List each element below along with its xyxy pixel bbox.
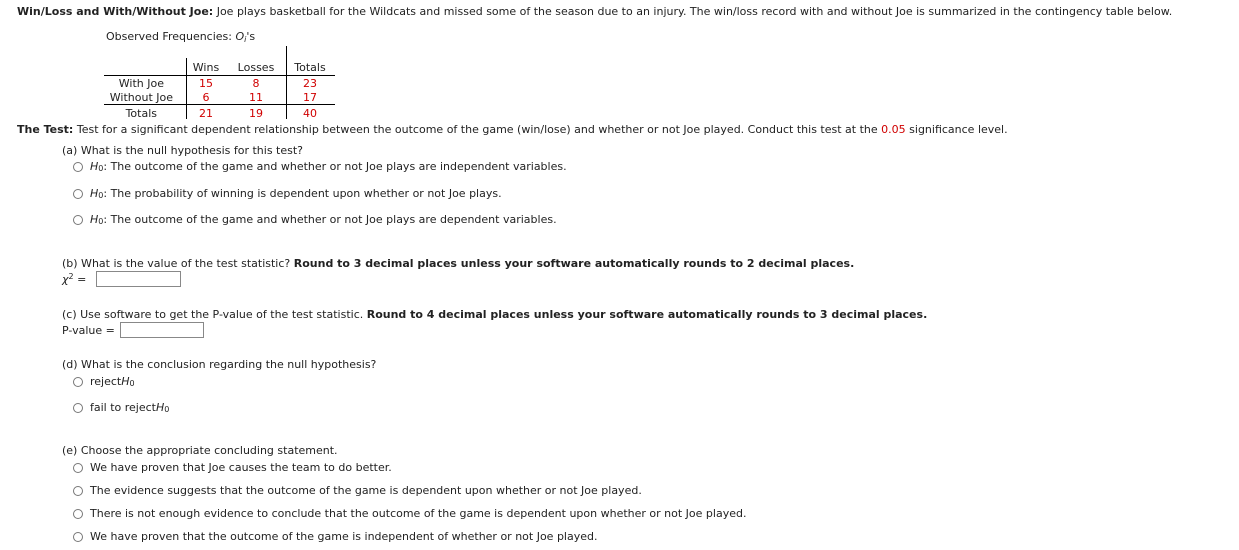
h0-subscript: 0 (98, 164, 104, 173)
col-header-totals: Totals (294, 61, 326, 74)
radio-button[interactable] (73, 532, 83, 542)
table-hline-totals (104, 104, 335, 105)
test-label: The Test: (17, 123, 74, 136)
radio-button[interactable] (73, 189, 83, 199)
option-text: : The probability of winning is dependent upon whether or not Joe plays. (103, 187, 502, 200)
part-a-option-2[interactable] (73, 187, 502, 200)
radio-button[interactable] (73, 215, 83, 225)
part-a-option-1[interactable] (73, 160, 567, 173)
option-text: We have proven that Joe causes the team to do better. (90, 461, 392, 474)
caption-subscript: i (244, 35, 247, 44)
col-header-wins: Wins (192, 61, 220, 74)
h0-subscript: 0 (98, 191, 104, 200)
cell-totals-wins: 21 (199, 107, 213, 120)
alpha-value: 0.05 (881, 123, 906, 136)
problem-text: Joe plays basketball for the Wildcats and missed some of the season due to an injury. The win/loss record with and without Joe is summarized in the contingency table below. (213, 5, 1173, 18)
h0-symbol: H (121, 375, 130, 388)
part-b-instruction: Round to 3 decimal places unless your software automatically rounds to 2 decimal places. (293, 257, 855, 270)
part-c-question (62, 308, 927, 321)
h0-subscript: 0 (164, 405, 170, 414)
cell-without-joe-wins: 6 (202, 91, 210, 104)
chi-superscript: 2 (68, 272, 74, 281)
col-header-losses: Losses (237, 61, 275, 74)
part-c-text: (c) Use software to get the P-value of the test statistic. (62, 308, 367, 321)
table-vline-left (186, 58, 187, 119)
row-label-with-joe: With Joe (118, 77, 164, 90)
part-e-option-3[interactable] (73, 507, 746, 520)
cell-totals-losses: 19 (249, 107, 263, 120)
part-a-question: (a) What is the null hypothesis for this test? (62, 144, 304, 157)
part-d-question: (d) What is the conclusion regarding the null hypothesis? (62, 358, 377, 371)
cell-without-joe-losses: 11 (249, 91, 263, 104)
h0-subscript: 0 (98, 217, 104, 226)
option-text: fail to reject (90, 401, 156, 414)
h0-symbol: H (90, 160, 99, 173)
table-hline-header (104, 75, 335, 76)
part-e-question: (e) Choose the appropriate concluding statement. (62, 444, 338, 457)
part-e-option-2[interactable] (73, 484, 642, 497)
radio-button[interactable] (73, 463, 83, 473)
p-value-input[interactable] (120, 322, 204, 338)
table-vline-totals (286, 46, 287, 119)
option-text: The evidence suggests that the outcome of the game is dependent upon whether or not Joe played. (90, 484, 642, 497)
part-e-option-1[interactable] (73, 461, 392, 474)
h0-symbol: H (90, 187, 99, 200)
p-value-label: P-value = (62, 324, 115, 337)
table-caption (106, 30, 255, 43)
option-text: : The outcome of the game and whether or not Joe plays are independent variables. (103, 160, 567, 173)
row-label-totals: Totals (125, 107, 157, 120)
cell-with-joe-wins: 15 (199, 77, 213, 90)
chi-square-label (62, 273, 86, 286)
cell-with-joe-total: 23 (303, 77, 317, 90)
h0-symbol: H (156, 401, 165, 414)
part-b-question (62, 257, 854, 270)
cell-totals-grand: 40 (303, 107, 317, 120)
part-c-instruction: Round to 4 decimal places unless your software automatically rounds to 3 decimal places. (366, 308, 928, 321)
equals-sign: = (73, 273, 87, 286)
problem-intro (17, 5, 1172, 18)
radio-button[interactable] (73, 486, 83, 496)
h0-subscript: 0 (129, 379, 135, 388)
radio-button[interactable] (73, 509, 83, 519)
caption-suffix: 's (246, 30, 256, 43)
test-text: Test for a significant dependent relationship between the outcome of the game (win/lose) and whether or not Joe played. Conduct this test at the (73, 123, 882, 136)
option-text: We have proven that the outcome of the game is independent of whether or not Joe played. (90, 530, 598, 543)
cell-without-joe-total: 17 (303, 91, 317, 104)
problem-title: Win/Loss and With/Without Joe: (17, 5, 214, 18)
h0-symbol: H (90, 213, 99, 226)
caption-prefix: Observed Frequencies: (106, 30, 236, 43)
row-label-without-joe: Without Joe (109, 91, 173, 104)
part-b-text: (b) What is the value of the test statistic? (62, 257, 294, 270)
part-e-option-4[interactable] (73, 530, 597, 543)
option-text: There is not enough evidence to conclude that the outcome of the game is dependent upon whether or not Joe played. (90, 507, 747, 520)
radio-button[interactable] (73, 377, 83, 387)
test-text-end: significance level. (905, 123, 1008, 136)
radio-button[interactable] (73, 162, 83, 172)
radio-button[interactable] (73, 403, 83, 413)
part-d-option-fail-to-reject[interactable] (73, 401, 169, 414)
chi-square-input[interactable] (96, 271, 181, 287)
caption-symbol: O (235, 30, 245, 43)
chi-symbol: χ (62, 273, 69, 286)
cell-with-joe-losses: 8 (252, 77, 260, 90)
test-description (17, 123, 1008, 136)
option-text: reject (90, 375, 122, 388)
option-text: : The outcome of the game and whether or not Joe plays are dependent variables. (103, 213, 557, 226)
part-a-option-3[interactable] (73, 213, 557, 226)
part-d-option-reject[interactable] (73, 375, 135, 388)
